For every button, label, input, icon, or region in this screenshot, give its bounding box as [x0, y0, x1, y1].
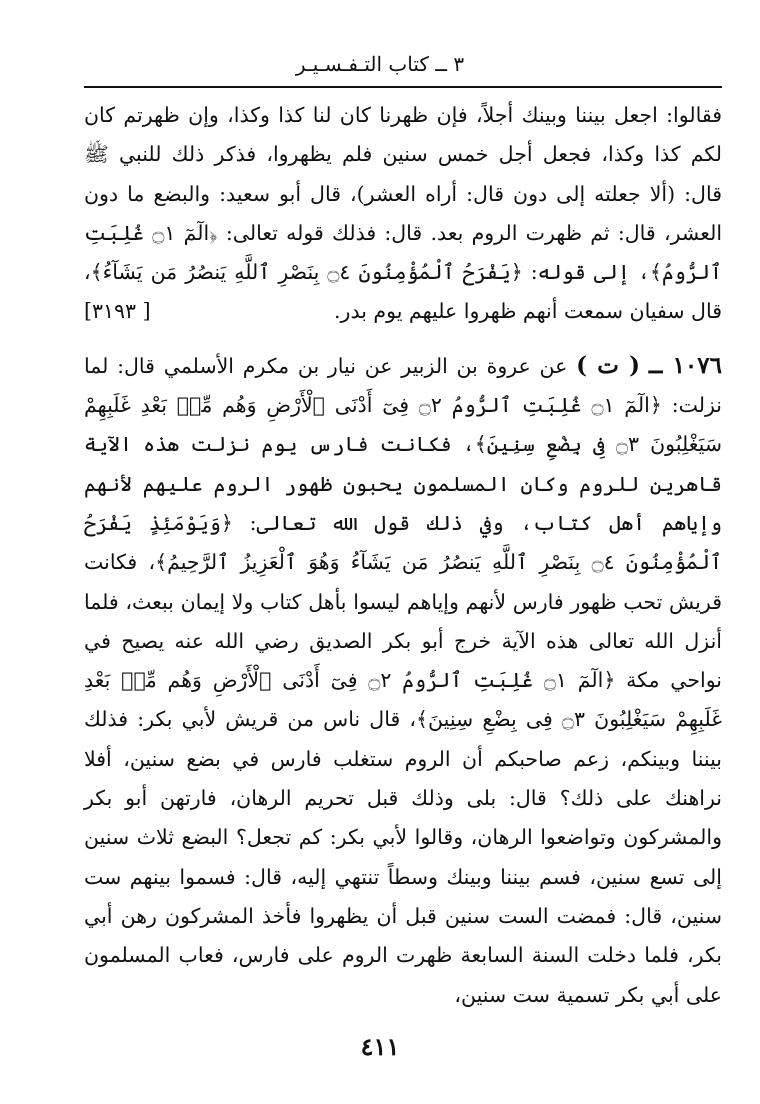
paragraph-2-text-2: ، فكانت فارس يوم نزلت هذه الآية قاهرين للروم وكان المسلمون يحبون ظهور الروم عليهم لأنهم وإياهم أهل كتاب، وفي ذلك قول الله تعالى: [84, 432, 722, 535]
header-rule [84, 86, 722, 88]
quran-quote: ﴿الٓمٓ ۝١ غُلِبَتِ ٱلرُّومُ ۝٢ فِىٓ أَدْنَى ٱلْأَرْضِ وَهُم مِّنۢ بَعْدِ غَلَبِهِمْ سَيَغْلِبُونَ ۝٣ فِى بِضْعِ سِنِينَ﴾ [84, 393, 722, 457]
paragraph-1-text: فقالوا: اجعل بيننا وبينك أجلاً، فإن ظهرنا كان لنا كذا وكذا، وإن ظهرتم كان لكم كذا وكذا، فجعل أجل خمس سنين فلم يظهروا، فذكر ذلك للنبي ﷺ قال: (ألا جعلته إلى دون قال: أراه العشر)، قال أبو سعيد: والبضع ما دون العشر، قال: ثم ظهرت الروم بعد. قال: فذلك قوله تعالى: [84, 103, 723, 245]
hadith-number: ١٠٧٦ ــ [648, 351, 722, 379]
quran-quote: ﴿الٓمٓ ۝١ غُلِبَتِ ٱلرُّومُ ۝٢ فِىٓ أَدْنَى ٱلْأَرْضِ وَهُم مِّنۢ بَعْدِ غَلَبِهِمْ سَيَغْلِبُونَ ۝٣ فِى بِضْعِ سِنِينَ﴾ [84, 668, 722, 732]
page-body [84, 96, 722, 1015]
paragraph-1-tail: ، قال سفيان سمعت أنهم ظهروا عليهم يوم بدر. [84, 260, 722, 324]
quran-quote: ﴿الٓمٓ ۝١ غُلِبَتِ ٱلرُّومُ﴾ [84, 220, 722, 285]
section-gap [84, 332, 722, 346]
quran-quote: ﴿وَيَوْمَئِذٍ يَفْرَحُ ٱلْمُؤْمِنُونَ ۝٤ بِنَصْرِ ٱللَّهِ يَنصُرُ مَن يَشَآءُ وَهُوَ ٱلْعَزِيزُ ٱلرَّحِيمُ﴾ [84, 510, 722, 575]
paragraph-1-connector: ، إلى قوله: [522, 260, 650, 285]
paragraph-2-text-4: ، قال ناس من قريش لأبي بكر: فذلك بيننا وبينكم، زعم صاحبكم أن الروم ستغلب فارس في بضع سنين، أفلا نراهنك على ذلك؟ قال: بلى وذلك قبل تحريم الرهان، فارتهن أبو بكر والمشركون وتواضعوا الرهان، وقالوا لأبي بكر: كم تجعل؟ البضع ثلاث سنين إلى تسع سنين، فسم بيننا وبينك وسطاً تنتهي إليه، قال: فسموا بينهم ست سنين، قال: فمضت الست سنين قبل أن يظهروا فأخذ المشركون رهن أبي بكر، فلما دخلت السنة السابعة ظهرت الروم على فارس، فعاب المسلمون على أبي بكر تسمية ست سنين، [84, 707, 722, 1007]
page-number: ٤١١ [360, 1032, 400, 1061]
paragraph-1 [84, 96, 722, 332]
paragraph-2 [84, 346, 722, 1015]
quran-quote: ﴿يَفْرَحُ ٱلْمُؤْمِنُونَ ۝٤ بِنَصْرِ ٱللَّهِ يَنصُرُ مَن يَشَآءُ﴾ [90, 260, 523, 285]
hadith-grade: ( ت ) [576, 351, 641, 379]
running-head: ٣ ــ كتاب التـفـسـيـر [295, 52, 465, 76]
paragraph-2-text-1: عن عروة بن الزبير عن نيار بن مكرم الأسلمي قال: لما نزلت: [84, 353, 722, 418]
paragraph-2-text-3: ، فكانت قريش تحب ظهور فارس لأنهم وإياهم ليسوا بأهل كتاب ولا إيمان ببعث، فلما أنزل الله تعالى هذه الآية خرج أبو بكر الصديق رضي الله عنه يصيح في نواحي مكة [84, 550, 723, 693]
hadith-reference: [ ٣١٩٣] [84, 299, 151, 324]
